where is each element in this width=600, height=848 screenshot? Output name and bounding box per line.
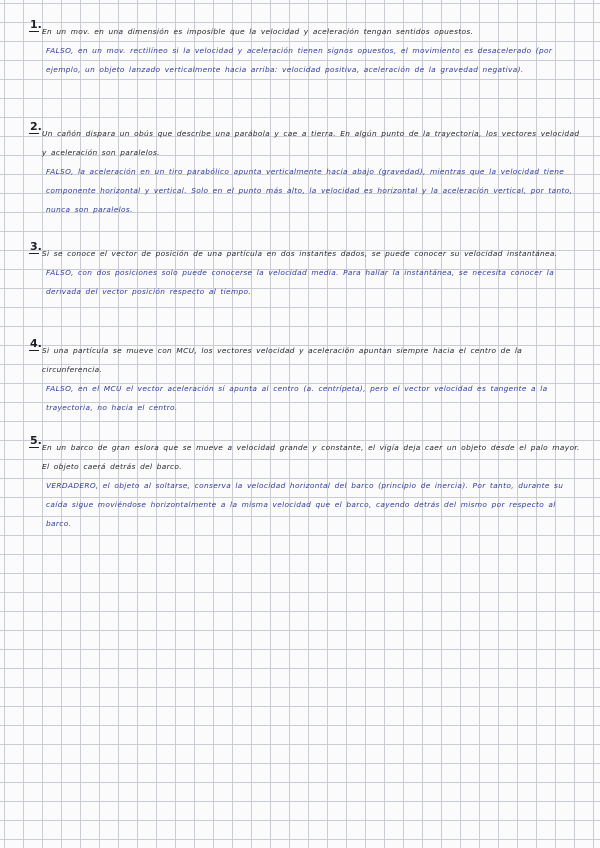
exercise-number: 1. [30,18,42,31]
exercise-3 [30,240,582,301]
exercise-question: Si se conoce el vector de posición de una partícula en dos instantes dados, se puede conocer su velocidad instantánea. [42,249,558,258]
exercise-number: 5. [30,434,42,447]
exercise-answer: FALSO, en el MCU el vector aceleración sí apunta al centro (a. centrípeta), pero el vector velocidad es tangente a la trayectoria, no hacia el centro. [46,384,548,412]
exercise-1 [30,18,582,79]
exercise-number: 3. [30,240,42,253]
exercise-question: Un cañón dispara un obús que describe una parábola y cae a tierra. En algún punto de la trayectoria, los vectores velocidad y aceleración son paralelos. [42,129,580,157]
exercise-number: 4. [30,337,42,350]
exercise-answer: FALSO, en un mov. rectilíneo si la velocidad y aceleración tienen signos opuestos, el movimiento es desacelerado (por ejemplo, un objeto lanzado verticalmente hacia arriba: velocidad positiva, aceleración de la gravedad negativa). [46,46,553,74]
exercise-5 [30,434,582,533]
exercise-question: En un mov. en una dimensión es imposible que la velocidad y aceleración tengan sentidos opuestos. [42,27,474,36]
exercise-answer: FALSO, la aceleración en un tiro parabólico apunta verticalmente hacia abajo (gravedad), mientras que la velocidad tiene componente horizontal y vertical. Solo en el punto más alto, la velocidad es horizontal y la aceleración vertical, por tanto, nunca son paralelos. [46,167,573,214]
exercise-question: En un barco de gran eslora que se mueve a velocidad grande y constante, el vigía deja caer un objeto desde el palo mayor. El objeto caerá detrás del barco. [42,443,580,471]
exercise-number: 2. [30,120,42,133]
exercise-answer: VERDADERO, el objeto al soltarse, conserva la velocidad horizontal del barco (principio de inercia). Por tanto, durante su caída sigue moviéndose horizontalmente a la misma velocidad que el barco, cayendo detrás del mismo por respecto al barco. [46,481,564,528]
exercise-2 [30,120,582,219]
exercise-question: Si una partícula se mueve con MCU, los vectores velocidad y aceleración apuntan siempre hacia el centro de la circunferencia. [42,346,523,374]
exercise-answer: FALSO, con dos posiciones solo puede conocerse la velocidad media. Para hallar la instantánea, se necesita conocer la derivada del vector posición respecto al tiempo. [46,268,555,296]
exercise-4 [30,337,582,417]
